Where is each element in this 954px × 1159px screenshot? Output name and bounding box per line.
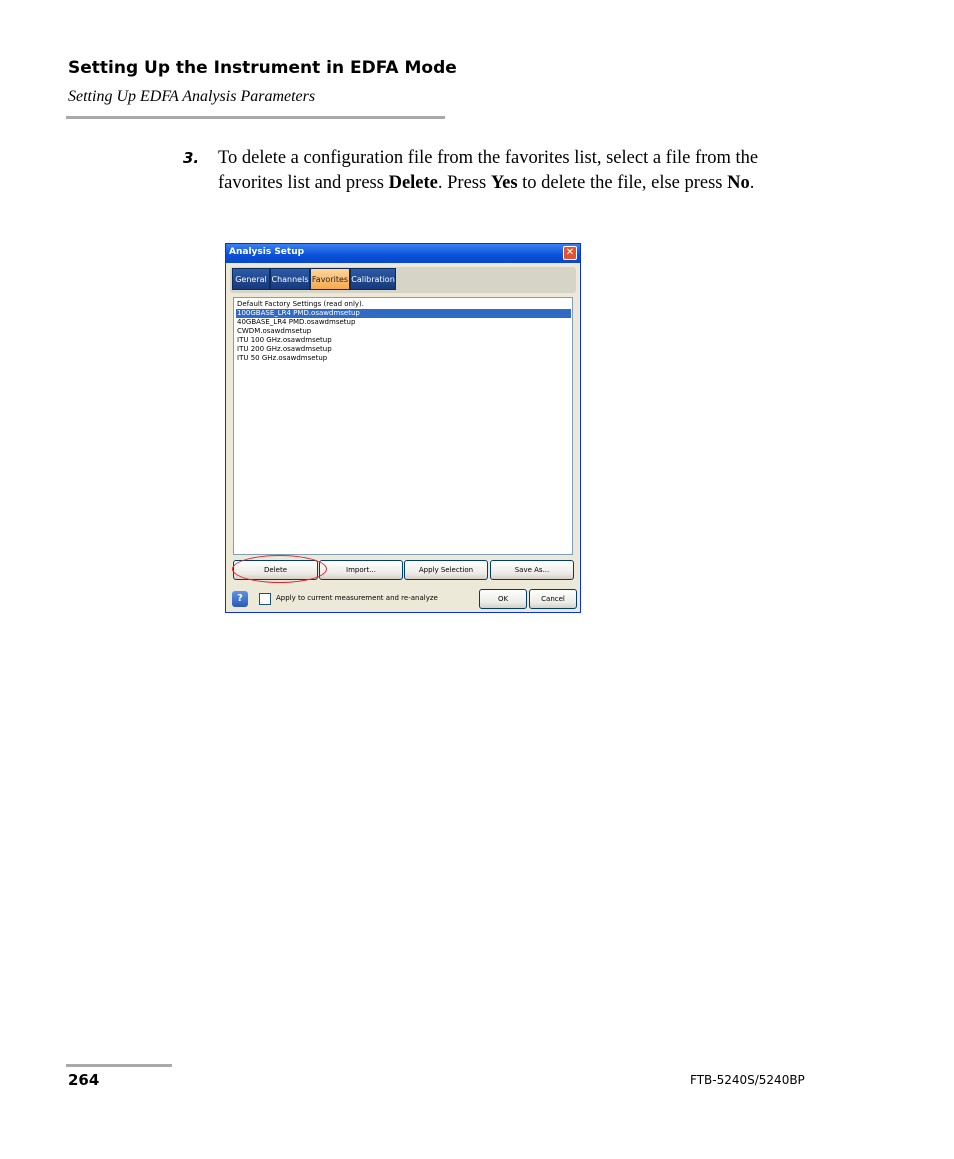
import-button[interactable]: Import...	[319, 560, 403, 580]
step-text-part: . Press	[437, 173, 491, 193]
page-header-title: Setting Up the Instrument in EDFA Mode	[68, 58, 457, 78]
page-number: 264	[68, 1071, 100, 1089]
step-text	[218, 146, 818, 196]
list-item[interactable]: 40GBASE_LR4 PMD.osawdmsetup	[237, 318, 356, 326]
step-text-part: To delete a configuration file from the favorites list, select a file from the favorites list and press	[218, 148, 759, 193]
favorites-list[interactable]	[233, 297, 573, 555]
tab-favorites[interactable]: Favorites	[310, 268, 350, 290]
list-item[interactable]: CWDM.osawdmsetup	[237, 327, 312, 335]
step-bold-no: No	[727, 173, 750, 193]
analysis-setup-dialog	[225, 243, 581, 613]
dialog-title-bar	[226, 244, 580, 263]
apply-selection-button[interactable]: Apply Selection	[404, 560, 488, 580]
step-text-part: .	[749, 173, 755, 193]
checkbox-label: Apply to current measurement and re-analyze	[276, 594, 438, 602]
list-item[interactable]: ITU 100 GHz.osawdmsetup	[237, 336, 332, 344]
apply-reanalyze-checkbox[interactable]	[259, 593, 271, 605]
cancel-button[interactable]: Cancel	[529, 589, 577, 609]
step-bold-yes: Yes	[490, 173, 518, 193]
dialog-title: Analysis Setup	[229, 247, 305, 257]
tab-channels[interactable]: Channels	[270, 268, 310, 290]
tab-strip	[230, 267, 576, 293]
step-bold-delete: Delete	[388, 173, 438, 193]
step-text-part: to delete the file, else press	[517, 173, 728, 193]
delete-button[interactable]: Delete	[233, 560, 318, 580]
product-model: FTB-5240S/5240BP	[690, 1073, 805, 1087]
close-icon[interactable]: ✕	[563, 246, 577, 260]
page-header-subtitle: Setting Up EDFA Analysis Parameters	[68, 88, 316, 105]
tab-general[interactable]: General	[232, 268, 270, 290]
list-item[interactable]: Default Factory Settings (read only).	[237, 300, 365, 308]
help-icon[interactable]: ?	[232, 591, 248, 607]
header-rule	[66, 116, 445, 119]
tab-calibration[interactable]: Calibration	[350, 268, 396, 290]
save-as-button[interactable]: Save As...	[490, 560, 574, 580]
footer-rule	[66, 1064, 172, 1067]
ok-button[interactable]: OK	[479, 589, 527, 609]
step-number: 3.	[183, 149, 200, 167]
list-item[interactable]: ITU 200 GHz.osawdmsetup	[237, 345, 332, 353]
list-item-selected[interactable]: 100GBASE_LR4 PMD.osawdmsetup	[236, 309, 571, 318]
list-item[interactable]: ITU 50 GHz.osawdmsetup	[237, 354, 328, 362]
